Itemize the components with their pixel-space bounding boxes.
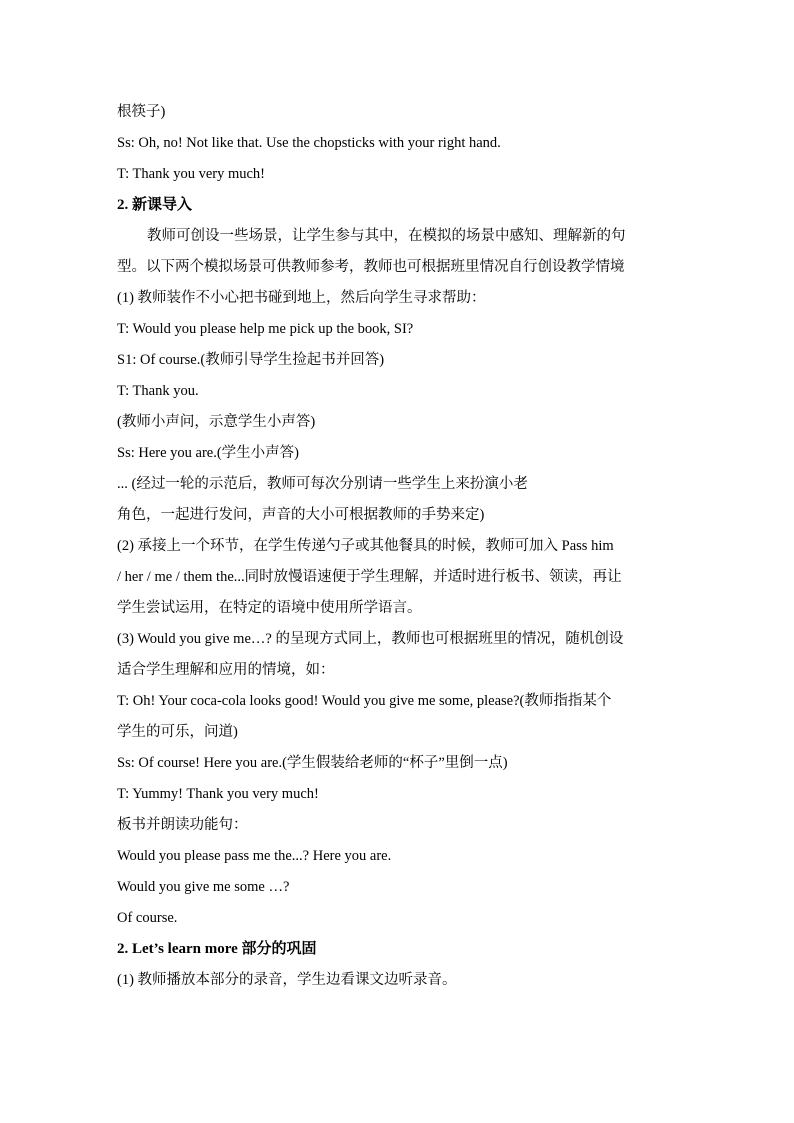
text-line: 根筷子) xyxy=(117,104,166,120)
text-line: Would you give me some …? xyxy=(117,879,290,895)
text-line: T: Oh! Your coca-cola looks good! Would you give me some, please?(教师指指某个 xyxy=(117,693,612,709)
text-line: (教师小声问，示意学生小声答) xyxy=(117,414,316,430)
text-line: S1: Of course.(教师引导学生捡起书并回答) xyxy=(117,352,385,368)
text-line: (3) Would you give me…? 的呈现方式同上，教师也可根据班里的情况，随机创设 xyxy=(117,631,624,647)
text-line: 适合学生理解和应用的情境，如： xyxy=(117,662,335,678)
text-line: T: Thank you very much! xyxy=(117,166,266,182)
section-heading: 2. 新课导入 xyxy=(117,197,193,213)
text-line: 板书并朗读功能句： xyxy=(117,817,248,833)
text-line: T: Yummy! Thank you very much! xyxy=(117,786,319,802)
text-line: 角色，一起进行发问，声音的大小可根据教师的手势来定) xyxy=(117,507,485,523)
text-line: Ss: Oh, no! Not like that. Use the chopsticks with your right hand. xyxy=(117,135,501,151)
text-line: Of course. xyxy=(117,910,178,926)
section-heading: 2. Let’s learn more 部分的巩固 xyxy=(117,941,317,957)
paragraph-line: 教师可创设一些场景，让学生参与其中，在模拟的场景中感知、理解新的句 xyxy=(147,228,626,244)
text-line: (2) 承接上一个环节，在学生传递勺子或其他餐具的时候，教师可加入 Pass him xyxy=(117,538,614,554)
text-line: Ss: Of course! Here you are.(学生假装给老师的“杯子”里倒一点) xyxy=(117,755,508,771)
text-line: Ss: Here you are.(学生小声答) xyxy=(117,445,300,461)
text-line: Would you please pass me the...? Here you are. xyxy=(117,848,392,864)
text-line: (1) 教师装作不小心把书碰到地上，然后向学生寻求帮助： xyxy=(117,290,486,306)
text-line: ... (经过一轮的示范后，教师可每次分别请一些学生上来扮演小老 xyxy=(117,476,528,492)
text-line: T: Would you please help me pick up the book, SI? xyxy=(117,321,414,337)
document-body xyxy=(117,97,683,996)
text-line: T: Thank you. xyxy=(117,383,199,399)
paragraph-line: 型。以下两个模拟场景可供教师参考，教师也可根据班里情况自行创设教学情境 xyxy=(117,259,625,275)
text-line: 学生的可乐，问道) xyxy=(117,724,238,740)
text-line: / her / me / them the...同时放慢语速便于学生理解，并适时进行板书、领读，再让 xyxy=(117,569,622,585)
text-line: 学生尝试运用，在特定的语境中使用所学语言。 xyxy=(117,600,422,616)
text-line: (1) 教师播放本部分的录音，学生边看课文边听录音。 xyxy=(117,972,457,988)
